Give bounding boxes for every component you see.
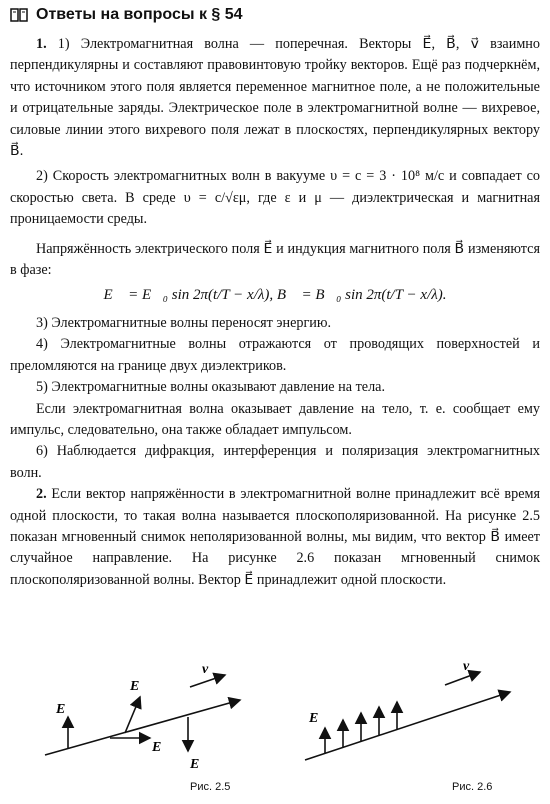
- vector-e-tilted: [125, 697, 140, 733]
- book-icon: [10, 8, 28, 22]
- label-v-1: v: [202, 662, 209, 677]
- answer2-number: 2.: [36, 486, 47, 503]
- answer1-para5: 4) Электромагнитные волны отражаются от проводящих поверхностей и преломляются на границе двух диэлектриков.: [10, 336, 540, 374]
- figure-polarized-wave: [295, 650, 525, 770]
- section-heading: [10, 6, 243, 24]
- answer1-para6: 5) Электромагнитные волны оказывают давление на тела.: [36, 379, 385, 396]
- label-e-4: E: [190, 757, 200, 772]
- wave-formula: E⃗ = E⃗₀ sin 2π(t/T − x/λ), B⃗ = B⃗₀ sin 2π(t/T − x/λ).: [103, 287, 447, 304]
- answer2-text1: Если вектор напряжённости в электромагнитной волне принадлежит всё время одной плоскости, то такая волна называется плоскополяризованной. На рисунке 2.5 показан мгновенный снимок неполяризованной волны, мы видим, что вектор B⃗ имеет случайное направление. На рисунке 2.6 показан мгновенный снимок плоскополяризованной волны. Вектор E⃗ принадлежит одной плоскости.: [10, 486, 540, 588]
- figure-unpolarized-wave: [40, 655, 260, 775]
- answer1-para4: 3) Электромагнитные волны переносят энергию.: [36, 314, 332, 331]
- heading-text: Ответы на вопросы к § 54: [36, 6, 243, 23]
- wave-axis: [45, 700, 240, 755]
- label-e-3: E: [152, 740, 162, 755]
- answer1-text1: 1) Электромагнитная волна — поперечная. Векторы E⃗, B⃗, v⃗ взаимно перпендикулярны и составляют правовинтовую тройку векторов. Ещё раз подчеркнём, что источником этого поля является переменное магнитное поле, а не положительные и отрицательные заряды. Электрическое поле в электромагнитной волне — вихревое, силовые линии этого вихревого поля лежат в плоскостях, перпендикулярных вектору B⃗.: [10, 36, 540, 160]
- label-e-2: E: [130, 679, 140, 694]
- answer1-number: 1.: [36, 36, 47, 52]
- answer1-para2: 2) Скорость электромагнитных волн в вакууме υ = c = 3 · 10⁸ м/с и совпадает со скоростью света. В среде υ = c/√εμ, где ε и μ — диэлектрическая и магнитная проницаемости среды.: [10, 168, 540, 228]
- label-v-2: v: [463, 659, 470, 674]
- answer1-para8: 6) Наблюдается дифракция, интерференция и поляризация электромагнитных волн.: [10, 443, 540, 481]
- answer1-para7: Если электромагнитная волна оказывает давление на тело, т. е. сообщает ему импульс, следовательно, она также обладает импульсом.: [10, 400, 540, 438]
- figure-2-6-caption: Рис. 2.6: [452, 781, 493, 793]
- answers-text: [10, 34, 540, 591]
- wave-axis-2: [305, 692, 510, 760]
- answer1-para1: [10, 34, 540, 162]
- figure-2-5-caption: Рис. 2.5: [190, 781, 231, 793]
- label-e-5: E: [309, 711, 319, 726]
- answer1-para3: Напряжённость электрического поля E⃗ и индукция магнитного поля B⃗ изменяются в фазе:: [10, 240, 540, 279]
- answer2-para1: [10, 484, 540, 591]
- label-e-1: E: [56, 702, 66, 717]
